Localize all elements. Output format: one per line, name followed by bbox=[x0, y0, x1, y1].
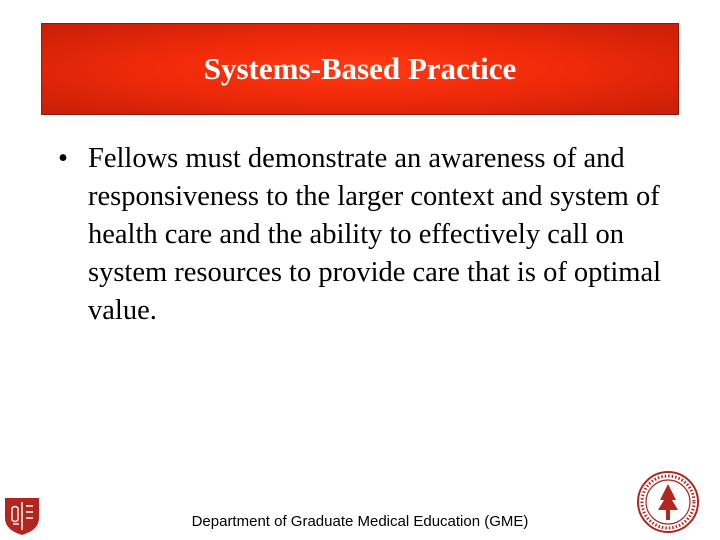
bullet-text: Fellows must demonstrate an awareness of and responsiveness to the larger context and system of health care and the ability to effectively call on system resources to provide care that is of optimal value. bbox=[88, 143, 662, 326]
bullet-item bbox=[58, 140, 673, 330]
bullet-marker: • bbox=[58, 143, 68, 174]
slide-title: Systems-Based Practice bbox=[203, 51, 517, 86]
title-banner bbox=[41, 23, 679, 115]
bullet-list bbox=[58, 140, 673, 330]
footer-department: Department of Graduate Medical Education (GME) bbox=[191, 513, 529, 530]
